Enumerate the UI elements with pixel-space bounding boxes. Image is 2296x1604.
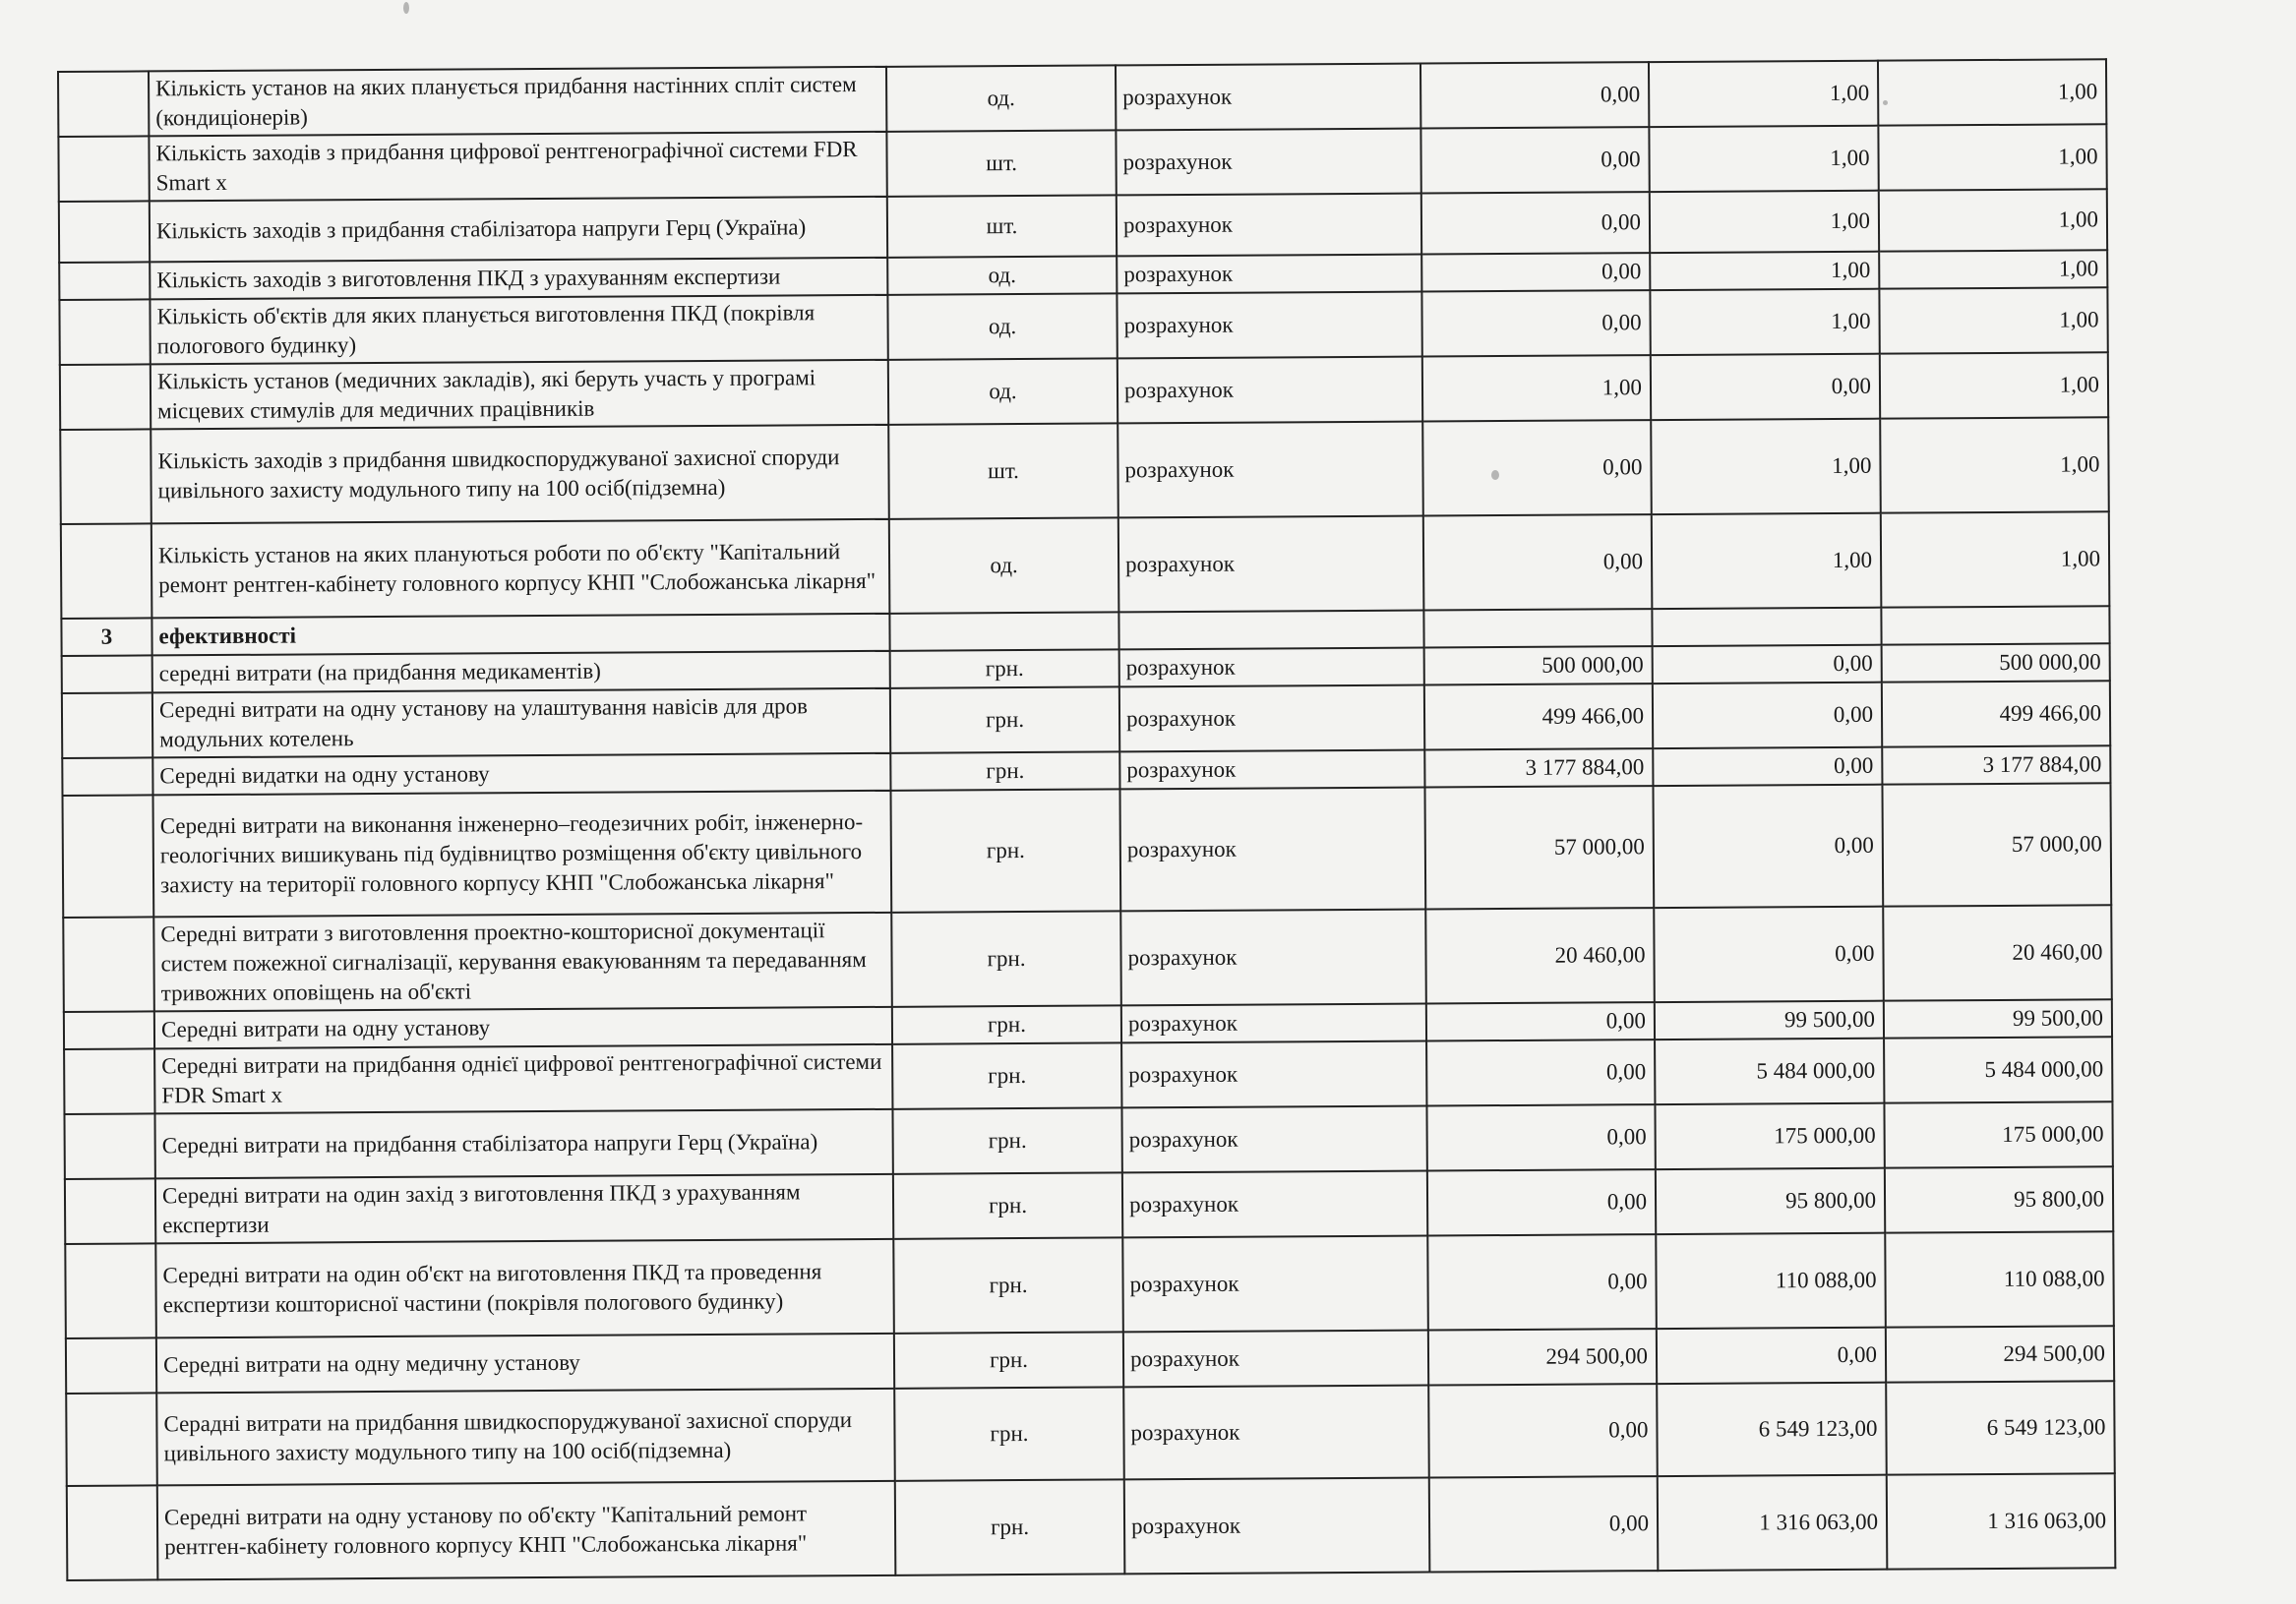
unit-cell: грн. (892, 1005, 1121, 1043)
indicator-name: Середні витрати на одну медичну установу (156, 1334, 894, 1394)
row-number (59, 299, 150, 365)
source-cell (1118, 611, 1423, 650)
unit-cell: грн. (891, 911, 1121, 1006)
unit-cell: грн. (894, 1387, 1124, 1480)
scan-speck (1883, 100, 1888, 105)
table-row (60, 417, 2109, 524)
row-number (63, 917, 154, 1012)
unit-cell: грн. (892, 1107, 1121, 1173)
row-number (66, 1393, 157, 1486)
value-cell-3: 99 500,00 (1884, 999, 2112, 1038)
value-cell-3: 175 000,00 (1884, 1101, 2112, 1167)
value-cell-1: 1,00 (1422, 355, 1651, 421)
value-cell-3: 1,00 (1881, 511, 2110, 607)
source-cell: розрахунок (1119, 750, 1424, 790)
value-cell-1: 0,00 (1422, 420, 1652, 515)
unit-cell: од. (887, 256, 1117, 294)
indicator-name: Середні витрати на один об'єкт на виготовлення ПКД та проведення експертизи кошторисної частини (покрівля пологового будинку) (155, 1239, 894, 1338)
source-cell: розрахунок (1117, 194, 1421, 257)
value-cell-1: 0,00 (1421, 290, 1650, 356)
unit-cell: шт. (887, 195, 1117, 257)
value-cell-2: 1,00 (1651, 419, 1881, 514)
row-number (59, 201, 150, 263)
indicator-name: Кількість установ на яких плануються роботи по об'єкту "Капітальний ремонт рентген-кабінету головного корпусу КНП "Слобожанська лікарня" (151, 519, 890, 619)
value-cell-3: 57 000,00 (1882, 783, 2111, 906)
value-cell-3: 500 000,00 (1882, 643, 2110, 682)
table-row (59, 287, 2107, 365)
unit-cell: грн. (893, 1172, 1122, 1238)
row-number (62, 692, 152, 758)
value-cell-1: 499 466,00 (1424, 683, 1653, 749)
row-number (64, 1011, 154, 1049)
value-cell-3: 1,00 (1879, 189, 2107, 251)
table-row (58, 124, 2106, 202)
indicator-name: Середні витрати на придбання стабілізатора напруги Герц (Україна) (154, 1109, 892, 1179)
source-cell: розрахунок (1124, 1478, 1430, 1574)
value-cell-2: 0,00 (1651, 354, 1880, 420)
indicator-name: Кількість установ на яких планується придбання настінних спліт систем (кондиціонерів) (149, 67, 886, 137)
source-cell: розрахунок (1118, 422, 1423, 518)
value-cell-1: 0,00 (1429, 1476, 1659, 1572)
value-cell-3: 1,00 (1879, 287, 2107, 353)
source-cell: розрахунок (1123, 1331, 1428, 1388)
value-cell-1: 20 460,00 (1425, 908, 1655, 1003)
indicator-name: середні витрати (на придбання медикаментів) (152, 651, 890, 693)
value-cell-3: 1,00 (1880, 417, 2109, 512)
value-cell-3: 3 177 884,00 (1882, 745, 2110, 784)
source-cell: розрахунок (1123, 1386, 1429, 1480)
row-number (65, 1243, 156, 1338)
value-cell-3: 1,00 (1879, 250, 2107, 288)
source-cell: розрахунок (1121, 1106, 1426, 1173)
value-cell-1: 0,00 (1420, 127, 1649, 193)
value-cell-1: 294 500,00 (1428, 1329, 1657, 1385)
indicator-name: Середні витрати на одну установу на улаштування навісів для дров модульних котелень (152, 688, 890, 758)
value-cell-1: 0,00 (1420, 62, 1649, 128)
row-number (64, 1048, 154, 1114)
indicator-name: Кількість об'єктів для яких планується виготовлення ПКД (покрівля пологового будинку) (150, 295, 887, 365)
source-cell: розрахунок (1119, 788, 1425, 912)
value-cell-1: 0,00 (1421, 192, 1650, 254)
value-cell-3: 1,00 (1878, 59, 2106, 125)
value-cell-1: 0,00 (1427, 1169, 1656, 1235)
value-cell-2: 0,00 (1653, 645, 1882, 683)
unit-cell: грн. (892, 1042, 1121, 1108)
value-cell-2 (1652, 608, 1881, 646)
source-cell: розрахунок (1118, 357, 1422, 424)
document-sheet (57, 71, 2105, 1581)
value-cell-1: 0,00 (1426, 1104, 1655, 1170)
value-cell-3: 95 800,00 (1885, 1166, 2113, 1232)
row-number (63, 795, 154, 918)
table-row (66, 1381, 2115, 1486)
table-row (58, 59, 2106, 137)
value-cell-3: 1 316 063,00 (1887, 1473, 2116, 1569)
value-cell-2: 1,00 (1649, 126, 1878, 192)
value-cell-2: 0,00 (1657, 1328, 1886, 1384)
value-cell-1: 0,00 (1428, 1384, 1658, 1477)
unit-cell: грн. (890, 649, 1119, 687)
value-cell-2: 175 000,00 (1655, 1103, 1884, 1169)
row-number (62, 757, 152, 796)
indicator-name: Кількість установ (медичних закладів), які беруть участь у програмі місцевих стимулів для медичних працівників (151, 360, 888, 430)
source-cell: розрахунок (1119, 648, 1424, 687)
indicator-name: Кількість заходів з придбання швидкоспоруджуваної захисної споруди цивільного захисту модульного типу на 100 осіб(підземна) (151, 425, 889, 524)
value-cell-3: 1,00 (1880, 352, 2108, 418)
value-cell-2: 1,00 (1649, 61, 1878, 127)
value-cell-1: 500 000,00 (1424, 646, 1653, 684)
source-cell: розрахунок (1122, 1236, 1428, 1333)
indicator-name: Середні витрати з виготовлення проектно-кошторисної документації систем пожежної сигналізації, керування евакуюванням та передаванням тривожних оповіщень на об'єкті (153, 913, 892, 1012)
row-number (58, 71, 149, 137)
row-number (64, 1113, 154, 1179)
table-row (64, 1101, 2112, 1179)
value-cell-3: 20 460,00 (1883, 905, 2112, 1000)
table-row (65, 1231, 2114, 1338)
indicator-name: Середні витрати на одну установу (154, 1007, 892, 1049)
indicators-table (57, 58, 2116, 1581)
scan-speck (403, 2, 409, 14)
unit-cell (889, 612, 1118, 650)
source-cell: розрахунок (1119, 685, 1424, 752)
row-number (61, 523, 152, 619)
source-cell: розрахунок (1120, 910, 1426, 1006)
table-row (61, 511, 2110, 619)
value-cell-2: 0,00 (1653, 785, 1883, 908)
unit-cell: грн. (890, 789, 1120, 912)
source-cell: розрахунок (1118, 516, 1424, 613)
unit-cell: од. (886, 65, 1116, 131)
value-cell-3: 1,00 (1878, 124, 2106, 190)
unit-cell: грн. (895, 1479, 1125, 1574)
indicator-name: Середні витрати на придбання однієї цифрової рентгенографічної системи FDR Smart x (154, 1044, 892, 1114)
value-cell-2: 6 549 123,00 (1657, 1383, 1887, 1476)
row-number (58, 136, 149, 202)
value-cell-2: 5 484 000,00 (1655, 1039, 1884, 1104)
value-cell-2: 0,00 (1653, 683, 1882, 748)
value-cell-2: 99 500,00 (1655, 1001, 1884, 1040)
indicator-name: Серадні витрати на придбання швидкоспоруджуваної захисної споруди цивільного захисту модульного типу на 100 осіб(підземна) (156, 1389, 895, 1486)
value-cell-2: 95 800,00 (1656, 1168, 1885, 1234)
row-number (62, 655, 152, 693)
row-number (60, 364, 151, 430)
value-cell-1: 0,00 (1426, 1002, 1655, 1040)
unit-cell: грн. (890, 751, 1119, 790)
value-cell-3: 110 088,00 (1885, 1231, 2114, 1327)
source-cell: розрахунок (1121, 1004, 1426, 1043)
indicator-name: Середні витрати на виконання інженерно–геодезичних робіт, інженерно-геологічних вишикувань під будівництво розміщення об'єкту цивільного захисту на території головного корпусу КНП "Слобожанська лікарня" (153, 791, 892, 918)
source-cell: розрахунок (1117, 292, 1421, 359)
value-cell-3 (1881, 606, 2109, 644)
table-row (67, 1473, 2116, 1580)
source-cell: розрахунок (1117, 255, 1421, 294)
indicator-name: Середні видатки на одну установу (152, 753, 890, 796)
row-number (67, 1485, 158, 1580)
value-cell-2: 0,00 (1654, 907, 1884, 1002)
unit-cell: од. (889, 517, 1119, 613)
source-cell: розрахунок (1116, 64, 1420, 131)
row-number (65, 1178, 155, 1244)
table-row (63, 783, 2112, 918)
value-cell-1: 0,00 (1423, 514, 1653, 610)
value-cell-1 (1423, 609, 1652, 647)
value-cell-3: 5 484 000,00 (1884, 1037, 2112, 1102)
value-cell-2: 0,00 (1653, 747, 1882, 786)
value-cell-2: 1,00 (1650, 289, 1879, 355)
value-cell-2: 110 088,00 (1656, 1233, 1886, 1329)
value-cell-2: 1 316 063,00 (1658, 1475, 1888, 1571)
indicator-name: Середні витрати на один захід з виготовлення ПКД з урахуванням експертизи (155, 1174, 893, 1244)
row-number: 3 (61, 618, 151, 656)
indicator-name: Кількість заходів з придбання стабілізатора напруги Герц (Україна) (150, 197, 887, 263)
value-cell-2: 1,00 (1650, 191, 1879, 253)
unit-cell: шт. (888, 423, 1118, 518)
table-row (63, 905, 2112, 1012)
unit-cell: грн. (890, 686, 1119, 752)
unit-cell: од. (887, 293, 1117, 359)
row-number (60, 429, 151, 524)
value-cell-3: 294 500,00 (1886, 1326, 2114, 1382)
indicator-name: Середні витрати на одну установу по об'єкту "Капітальний ремонт рентген-кабінету головного корпусу КНП "Слобожанська лікарня" (157, 1481, 896, 1580)
source-cell: розрахунок (1121, 1041, 1426, 1108)
indicator-name: Кількість заходів з придбання цифрової рентгенографічної системи FDR Smart x (149, 132, 886, 202)
value-cell-3: 499 466,00 (1882, 681, 2110, 746)
value-cell-2: 1,00 (1652, 513, 1882, 609)
value-cell-1: 0,00 (1427, 1234, 1657, 1330)
value-cell-2: 1,00 (1650, 252, 1879, 290)
value-cell-3: 6 549 123,00 (1886, 1381, 2115, 1474)
value-cell-1: 0,00 (1421, 253, 1650, 291)
source-cell: розрахунок (1122, 1171, 1427, 1238)
value-cell-1: 0,00 (1426, 1040, 1655, 1105)
table-row (64, 1037, 2112, 1114)
row-number (59, 262, 150, 300)
value-cell-1: 57 000,00 (1424, 786, 1654, 909)
table-body (58, 59, 2115, 1580)
unit-cell: шт. (886, 130, 1116, 196)
unit-cell: од. (888, 358, 1118, 424)
unit-cell: грн. (893, 1237, 1123, 1333)
value-cell-1: 3 177 884,00 (1424, 748, 1653, 787)
indicator-name: ефективності (151, 614, 889, 656)
source-cell: розрахунок (1116, 129, 1420, 196)
scan-speck (1491, 470, 1499, 480)
unit-cell: грн. (894, 1332, 1123, 1388)
indicator-name: Кількість заходів з виготовлення ПКД з урахуванням експертизи (150, 258, 887, 300)
row-number (66, 1337, 156, 1394)
